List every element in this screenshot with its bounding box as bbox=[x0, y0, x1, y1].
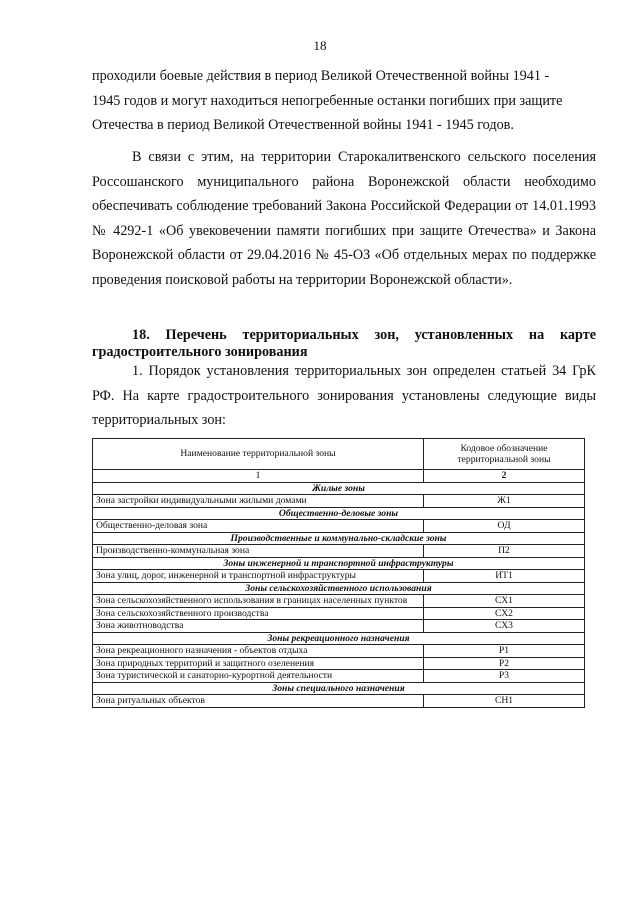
table-row bbox=[93, 620, 585, 633]
paragraph-continuation bbox=[92, 64, 596, 138]
zone-name: Производственно-коммунальная зона bbox=[93, 545, 424, 558]
header-zone-code: Кодовое обозначение территориальной зоны bbox=[424, 439, 585, 470]
zone-name: Зона застройки индивидуальными жилыми домами bbox=[93, 495, 424, 508]
zone-group-title: Зоны специального назначения bbox=[93, 682, 585, 695]
zone-name: Общественно-деловая зона bbox=[93, 520, 424, 533]
zone-code: Ж1 bbox=[424, 495, 585, 508]
zone-name: Зона ритуальных объектов bbox=[93, 695, 424, 708]
table-row bbox=[93, 645, 585, 658]
zones-table-body bbox=[93, 482, 585, 707]
table-group-row bbox=[93, 482, 585, 495]
zone-name: Зона сельскохозяйственного производства bbox=[93, 607, 424, 620]
table-row bbox=[93, 670, 585, 683]
paragraph-text: 1. Порядок установления территориальных зон определен статьей 34 ГрК РФ. На карте градостроительного зонирования установлены следующие виды территориальных зон: bbox=[92, 363, 596, 428]
zone-group-title: Зоны сельскохозяйственного использования bbox=[93, 582, 585, 595]
table-header-row bbox=[93, 439, 585, 470]
table-row bbox=[93, 657, 585, 670]
column-number: 2 bbox=[424, 470, 585, 483]
page-number: 18 bbox=[313, 38, 327, 53]
zone-group-title: Общественно-деловые зоны bbox=[93, 507, 585, 520]
header-zone-name: Наименование территориальной зоны bbox=[93, 439, 424, 470]
table-group-row bbox=[93, 632, 585, 645]
zone-name: Зона рекреационного назначения - объектов отдыха bbox=[93, 645, 424, 658]
zone-code: СН1 bbox=[424, 695, 585, 708]
table-group-row bbox=[93, 582, 585, 595]
paragraph-line: Отечества в период Великой Отечественной войны 1941 - 1945 годов. bbox=[92, 117, 514, 133]
zone-code: ИТ1 bbox=[424, 570, 585, 583]
table-group-row bbox=[93, 682, 585, 695]
zone-name: Зона природных территорий и защитного озеленения bbox=[93, 657, 424, 670]
table-row bbox=[93, 520, 585, 533]
zone-group-title: Производственные и коммунально-складские зоны bbox=[93, 532, 585, 545]
table-row bbox=[93, 570, 585, 583]
table-group-row bbox=[93, 532, 585, 545]
table-row bbox=[93, 595, 585, 608]
zone-group-title: Зоны рекреационного назначения bbox=[93, 632, 585, 645]
zone-code: СХ3 bbox=[424, 620, 585, 633]
table-column-numbers bbox=[93, 470, 585, 483]
zone-group-title: Зоны инженерной и транспортной инфраструктуры bbox=[93, 557, 585, 570]
column-number: 1 bbox=[93, 470, 424, 483]
table-group-row bbox=[93, 557, 585, 570]
zone-code: П2 bbox=[424, 545, 585, 558]
zone-code: Р3 bbox=[424, 670, 585, 683]
zone-name: Зона животноводства bbox=[93, 620, 424, 633]
zone-code: Р1 bbox=[424, 645, 585, 658]
table-row bbox=[93, 545, 585, 558]
zone-code: СХ2 bbox=[424, 607, 585, 620]
zones-table bbox=[92, 438, 585, 708]
table-group-row bbox=[93, 507, 585, 520]
paragraph-text: В связи с этим, на территории Старокалитвенского сельского поселения Россошанского муниципального района Воронежской области необходимо обеспечивать соблюдение требований Закона Российской Федерации от 14.01.1993 № 4292-1 «Об увековечении памяти погибших при защите Отечества» и Закона Воронежской области от 29.04.2016 № 45-ОЗ «Об отдельных мерах по поддержке проведения поисковой работы на территории Воронежской области». bbox=[92, 149, 596, 288]
paragraph-line: 1945 годов и могут находиться непогребенные останки погибших при защите bbox=[92, 92, 563, 109]
zone-name: Зона сельскохозяйственного использования в границах населенных пунктов bbox=[93, 595, 424, 608]
zone-name: Зона туристической и санаторно-курортной деятельности bbox=[93, 670, 424, 683]
table-row bbox=[93, 607, 585, 620]
paragraph-zones-intro bbox=[92, 359, 596, 433]
zone-code: СХ1 bbox=[424, 595, 585, 608]
paragraph-line: проходили боевые действия в период Великой Отечественной войны 1941 - bbox=[92, 68, 550, 84]
table-row bbox=[93, 495, 585, 508]
zone-group-title: Жилые зоны bbox=[93, 482, 585, 495]
zone-code: Р2 bbox=[424, 657, 585, 670]
section-heading bbox=[92, 327, 596, 361]
paragraph-memorial-law bbox=[92, 145, 596, 292]
zone-code: ОД bbox=[424, 520, 585, 533]
table-row bbox=[93, 695, 585, 708]
zone-name: Зона улиц, дорог, инженерной и транспортной инфраструктуры bbox=[93, 570, 424, 583]
section-heading-text: 18. Перечень территориальных зон, установленных на карте градостроительного зонирования bbox=[92, 327, 596, 360]
